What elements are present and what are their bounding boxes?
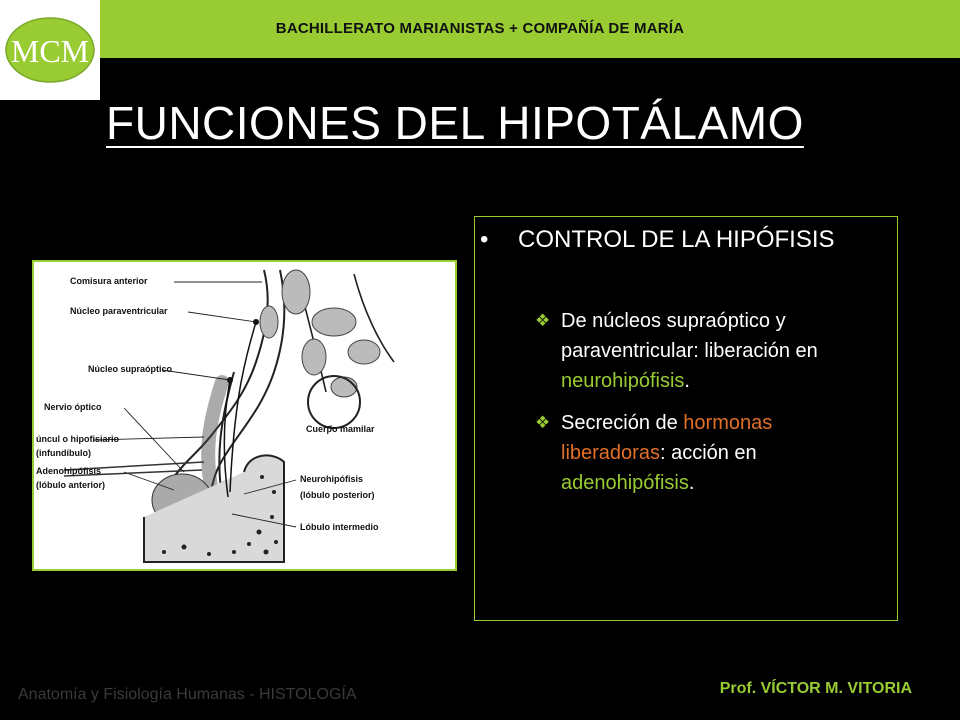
label-pedunculo-2: (infundíbulo) [36, 448, 91, 458]
diamond-bullet-icon: ❖ [535, 413, 551, 432]
mcm-logo-icon [0, 0, 100, 100]
bullet-text: CONTROL DE LA HIPÓFISIS [518, 226, 835, 253]
hypothalamus-diagram [34, 262, 455, 569]
label-pedunculo-1: úncul o hipofisiario [36, 434, 119, 444]
hypothalamus-figure [32, 260, 457, 571]
sub-bullet-1 [535, 306, 865, 396]
highlight-adenohipofisis: adenohipófisis [561, 472, 689, 494]
label-comisura: Comisura anterior [70, 276, 148, 286]
bullet-dot-icon: • [480, 226, 489, 253]
footer-course: Anatomía y Fisiología Humanas - HISTOLOGÍA [18, 686, 357, 703]
label-cuerpo: Cuerpo mamilar [306, 424, 375, 434]
label-adeno-2: (lóbulo anterior) [36, 480, 105, 490]
sub-bullet-1-text: De núcleos supraóptico y paraventricular: liberación en neurohipófisis. [561, 310, 818, 392]
label-adeno-1: Adenohipófisis [36, 466, 101, 476]
label-intermedio: Lóbulo intermedio [300, 522, 379, 532]
label-supraoptico: Núcleo supraóptico [88, 364, 173, 374]
sub-bullet-2 [535, 408, 865, 498]
header-text: BACHILLERATO MARIANISTAS + COMPAÑÍA DE MARÍA [275, 20, 685, 37]
bullet-control-hipofisis [480, 224, 890, 256]
label-neuro-1: Neurohipófisis [300, 474, 364, 484]
label-paraventricular: Núcleo paraventricular [70, 306, 168, 316]
diamond-bullet-icon: ❖ [535, 311, 551, 330]
highlight-hormonas: hormonas liberadoras [561, 412, 773, 464]
label-nervio: Nervio óptico [44, 402, 102, 412]
logo [0, 0, 100, 100]
highlight-neurohipofisis: neurohipófisis [561, 370, 685, 392]
page-title: FUNCIONES DEL HIPOTÁLAMO [106, 97, 804, 149]
logo-text: MCM [10, 33, 90, 69]
label-neuro-2: (lóbulo posterior) [300, 490, 375, 500]
sub-bullet-2-text: Secreción de hormonas liberadoras: acción en adenohipófisis. [561, 412, 773, 494]
footer-author: Prof. VÍCTOR M. VITORIA [719, 680, 912, 697]
